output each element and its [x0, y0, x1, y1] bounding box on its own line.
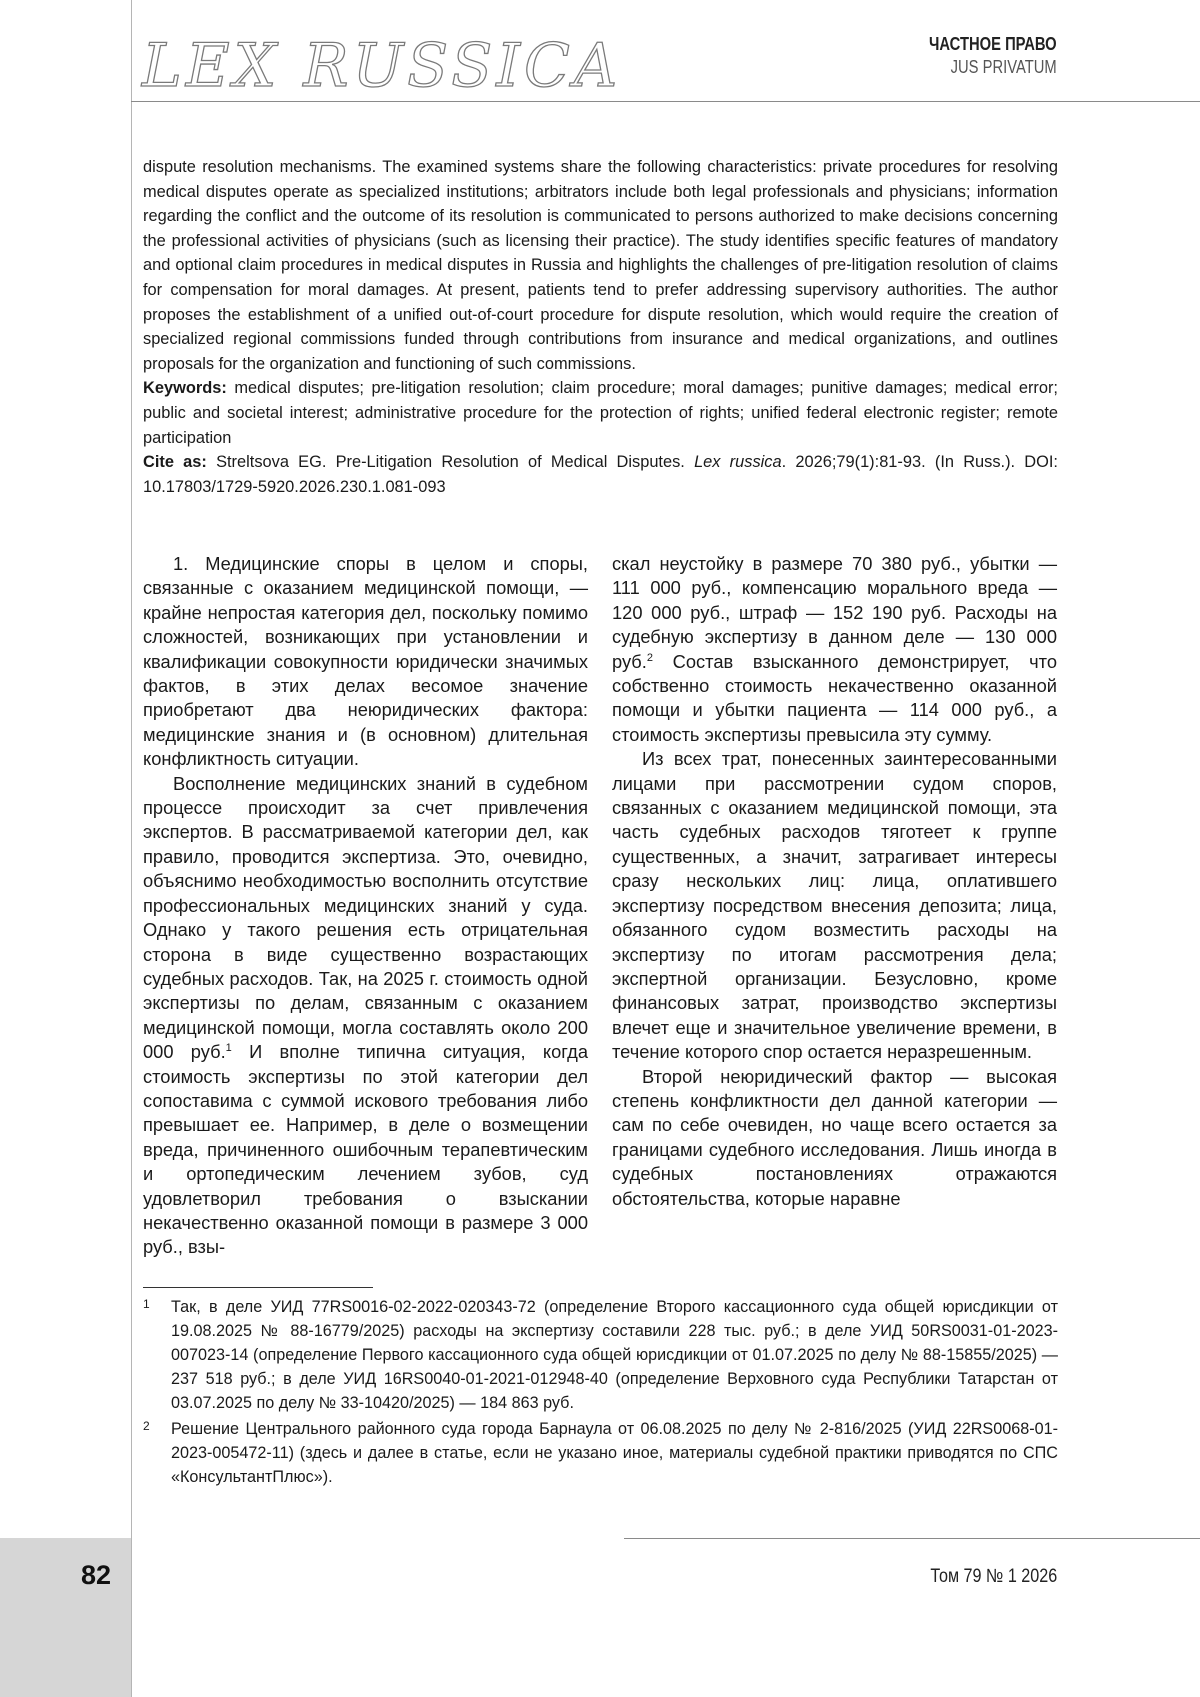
footnotes-block: [143, 1295, 1058, 1491]
body-paragraph: [612, 552, 1057, 747]
body-text: И вполне типична ситуация, когда стоимость экспертизы по этой категории дел сопоставима с суммой искового требования либо превышает ее. Например, в деле о возмещении вреда, причиненного ошибочным терапевтическим и ортопедическим лечением зубов, суд удовлетворил требования о взыскании некачественно оказанной помощи в размере 3 000 руб., взы-: [143, 1041, 588, 1258]
body-column-right: [612, 552, 1057, 1211]
keywords-text: medical disputes; pre-litigation resolution; claim procedure; moral damages; punitive damages; medical error; public and societal interest; administrative procedure for the protection of rights; unified federal electronic register; remote participation: [143, 379, 1058, 447]
abstract-text: dispute resolution mechanisms. The examined systems share the following characteristics: private procedures for resolving medical disputes operate as specialized institutions; arbitrators include both legal professionals and physicians; information regarding the conflict and the outcome of its resolution is communicated to persons authorized to make decisions concerning the professional activities of physicians (such as licensing their practice). The study identifies specific features of mandatory and optional claim procedures in medical disputes in Russia and highlights the challenges of pre-litigation resolution of claims for compensation for moral damages. At present, patients tend to prefer addressing supervisory authorities. The author proposes the establishment of a unified out-of-court procedure for dispute resolution, which would require the creation of specialized regional commissions funded through contributions from insurance and medical organizations, and outlines proposals for the organization and functioning of such commissions.: [143, 158, 1058, 373]
journal-logo: LEX RUSSICA: [142, 31, 622, 101]
body-paragraph: Второй неюридический фактор — высокая степень конфликтности дел данной категории — сам по себе очевиден, но чаще всего остается за границами судебного исследования. Лишь иногда в судебных постановлениях отражаются обстоятельства, которые наравне: [612, 1065, 1057, 1209]
footnote-separator: [143, 1287, 373, 1288]
citation-line: [143, 450, 1058, 499]
body-text: Восполнение медицинских знаний в судебном процессе происходит за счет привлечения экспертов. В рассматриваемой категории дел, как правило, проводится экспертиза. Это, очевидно, объяснимо необходимостью восполнить отсутствие профессиональных медицинских знаний у суда. Однако у такого решения есть отрицательная сторона в виде существенно возрастающих судебных расходов. Так, на 2025 г. стоимость одной экспертизы по делам, связанным с оказанием медицинской помощи, могла составлять около 200 000 руб.: [143, 772, 588, 1063]
section-title-ru: ЧАСТНОЕ ПРАВО: [929, 34, 1057, 54]
body-text: Состав взысканного демонстрирует, что собственно стоимость некачественно оказанной помощи и убытки пациента — 114 000 руб., а стоимость экспертизы превысила эту сумму.: [612, 650, 1057, 745]
cite-label: Cite as:: [143, 453, 207, 472]
footnote-number: 2: [143, 1419, 150, 1433]
page-number-block: [0, 1538, 131, 1697]
body-paragraph: Из всех трат, понесенных заинтересованными лицами при рассмотрении судом споров, связанных с оказанием медицинской помощи, эта часть судебных расходов тяготеет к группе существенных, а значит, затрагивает интересы сразу нескольких лиц: лица, оплатившего экспертизу посредством внесения депозита; лица, обязанного судом возместить расходы на экспертизу по итогам рассмотрения дела; экспертной организации. Безусловно, кроме финансовых затрат, производство экспертизы влечет еще и значительное увеличение времени, в течение которого спор остается неразрешенным.: [612, 748, 1057, 1063]
footnote-item: [143, 1295, 1058, 1415]
body-text: скал неустойку в размере 70 380 руб., убытки — 111 000 руб., компенсацию морального вреда — 120 000 руб., штраф — 152 190 руб. Расходы на судебную экспертизу в данном деле — 130 000 руб.: [612, 553, 1057, 672]
cite-text: Streltsova EG. Pre-Litigation Resolution of Medical Disputes.: [216, 453, 685, 472]
keywords-line: [143, 376, 1058, 450]
volume-issue: Том 79 № 1 2026: [930, 1566, 1057, 1587]
section-title-latin: JUS PRIVATUM: [950, 57, 1057, 77]
footnote-item: [143, 1417, 1058, 1489]
cite-journal: Lex russica: [694, 453, 782, 472]
footnote-ref-1[interactable]: 1: [225, 1042, 232, 1055]
cite-tail: . 2026;79(1):81-93. (In Russ.). DOI: 10.17803/1729-5920.2026.230.1.081-093: [143, 453, 1058, 496]
page-number: 82: [81, 1560, 112, 1590]
keywords-label: Keywords:: [143, 379, 227, 398]
footnote-text: Так, в деле УИД 77RS0016-02-2022-020343-72 (определение Второго кассационного суда общей юрисдикции от 19.08.2025 № 88-16779/2025) расходы на экспертизу составили 228 тыс. руб.; в деле УИД 50RS0031-01-2023-007023-14 (определение Первого кассационного суда общей юрисдикции от 01.07.2025 по делу № 88-15855/2025) — 237 518 руб.; в деле УИД 16RS0040-01-2021-012948-40 (определение Верховного суда Республики Татарстан от 03.07.2025 по делу № 33-10420/2025) — 184 863 руб.: [171, 1298, 1058, 1412]
header-rule: [131, 101, 1200, 102]
footnote-number: 1: [143, 1297, 150, 1311]
left-margin-band: [0, 0, 132, 1697]
footnote-ref-2[interactable]: 2: [646, 651, 653, 664]
section-heading: [901, 34, 1057, 78]
footnote-text: Решение Центрального районного суда города Барнаула от 06.08.2025 по делу № 2-816/2025 (УИД 22RS0068-01-2023-005472-11) (здесь и далее в статье, если не указано иное, материалы судебной практики приводятся по СПС «КонсультантПлюс»).: [171, 1420, 1058, 1486]
abstract-block: [143, 155, 1058, 499]
body-paragraph: 1. Медицинские споры в целом и споры, связанные с оказанием медицинской помощи, — крайне непростая категория дел, поскольку помимо сложностей, возникающих при установлении и квалификации совокупности юридически значимых фактов, в этих делах весомое значение приобретают два неюридических фактора: медицинские знания и (в основном) длительная конфликтность ситуации.: [143, 553, 588, 770]
footer-rule: [624, 1538, 1200, 1539]
body-paragraph: [143, 772, 588, 1260]
body-column-left: [143, 552, 588, 1260]
